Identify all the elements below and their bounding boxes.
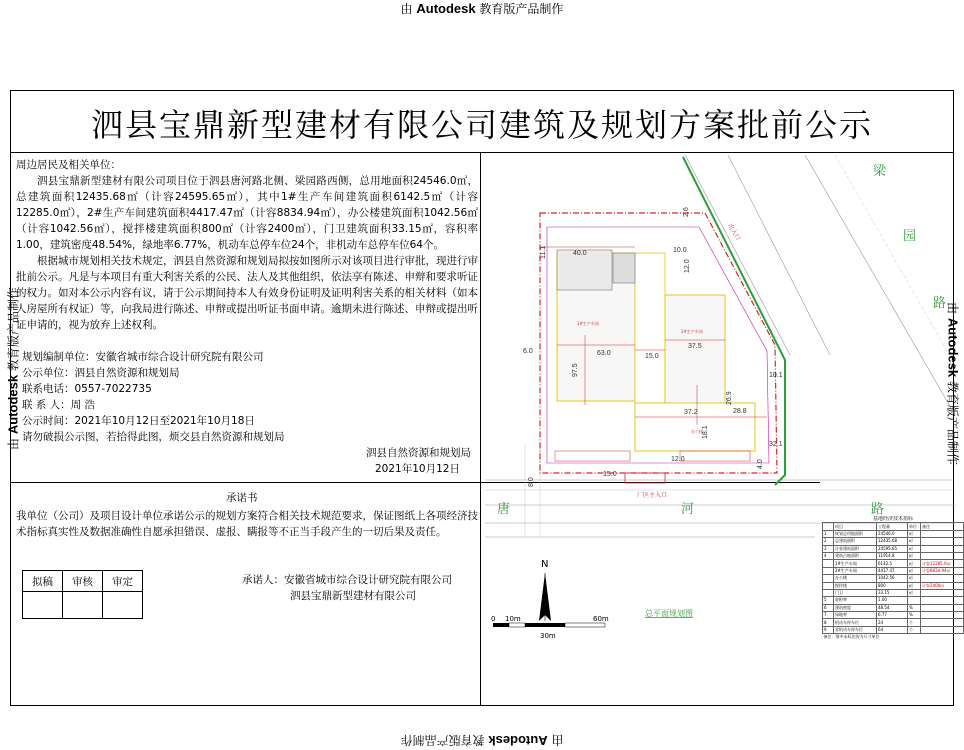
svg-text:6.0: 6.0 — [523, 348, 533, 355]
poster-title: 泗县宝鼎新型建材有限公司建筑及规划方案批前公示 — [90, 106, 873, 144]
equipment-area — [613, 253, 635, 283]
notice-paragraph-1: 泗县宝鼎新型建材有限公司项目位于泗县唐河路北侧、梁园路西侧，总用地面积24546.0㎡，总建筑面积12435.68㎡（计容24595.65㎡），其中1#生产车间建筑面积6142.5㎡（计容12285.0㎡），2#生产车间建筑面积4417.47㎡（计容8834.94㎡），办公楼建筑面积1042.56㎡（计容1042.56㎡），搅拌楼建筑面积800㎡（计容2400㎡），门卫建筑面积33.15㎡，容积率1.00，建筑密度48.54%，绿地率6.77%，机动车总停车位24个，非机动车总停车位64个。 — [16, 175, 478, 251]
table-row: 6 建筑密度 48.54 % — [823, 604, 964, 611]
table-row: 1 规划总用地面积 24546.0 ㎡ — [823, 530, 964, 537]
table-row: 3 计容建筑面积 24595.65 ㎡ — [823, 545, 964, 552]
svg-text:4.0: 4.0 — [757, 459, 764, 469]
notice-greeting: 周边居民及相关单位： — [16, 159, 121, 171]
svg-text:28.8: 28.8 — [733, 408, 747, 415]
building-2-workshop — [665, 295, 725, 407]
watermark-right: 由 Autodesk 教育版产品制作 — [945, 302, 961, 465]
drawing-title: 总平面规划图 — [645, 609, 693, 618]
road-south-char-3: 路 — [871, 502, 885, 517]
info-publisher: 公示单位：泗县自然资源和规划局 — [22, 367, 180, 379]
watermark-top: 由 Autodesk 教育版产品制作 — [400, 1, 564, 16]
svg-text:30m: 30m — [540, 632, 556, 640]
table-row: 2 总建筑面积 12435.68 ㎡ — [823, 538, 964, 545]
table-row: 2#生产车间 4417.47 ㎡ 计容8834.94㎡ — [823, 567, 964, 574]
info-period: 公示时间：2021年10月12日至2021年10月18日 — [22, 415, 255, 427]
column-divider-bottom — [480, 482, 481, 706]
svg-text:60m: 60m — [593, 615, 609, 623]
info-planner: 规划编制单位：安徽省城市综合设计研究院有限公司 — [22, 351, 264, 363]
svg-text:15.0: 15.0 — [645, 353, 659, 360]
road-east-char-1: 梁 — [873, 164, 887, 179]
svg-text:32.1: 32.1 — [769, 441, 783, 448]
sig-cell — [23, 592, 63, 619]
road-east-char-2: 园 — [903, 229, 917, 244]
signature-table — [22, 570, 143, 619]
sig-header-approve: 审定 — [103, 571, 143, 592]
column-divider-top — [480, 152, 481, 482]
sig-cell — [63, 592, 103, 619]
svg-text:10m: 10m — [505, 615, 521, 623]
notice-date: 2021年10月12日 — [375, 463, 460, 475]
econ-indicator-table: 基地经济技术指标 项目 工程量 单位 备注 1 规划总用地面积 24546.0 ㎡ 2 总建筑面积 12435.68 ㎡ 3 计容建筑面积 24595.65 ㎡ 4 建筑占地面积 11914.8 ㎡ 1#生产车间 6142.5 ㎡ 计容12285.0㎡ 2#生产车间 4417.47 ㎡ 计容8834.94㎡ 办公楼 1042.56 ㎡ 搅拌楼 800 ㎡ 计容2400㎡ 门卫 33.15 ㎡ 5 容积率 1.00 6 建筑密度 48.54 % 7 绿地率 6.77 % 8 机动车停车位 24 个 9 非机动车停车位 64 个 备注：图中未标注的为尺寸单位 — [822, 516, 964, 641]
gate-label-2: 出入口 — [726, 222, 742, 242]
svg-text:办公楼: 办公楼 — [691, 429, 703, 434]
svg-text:12.0: 12.0 — [671, 456, 685, 463]
svg-text:63.0: 63.0 — [597, 350, 611, 357]
table-row: 门卫 33.15 ㎡ — [823, 589, 964, 596]
watermark-left: 由 Autodesk 教育版产品制作 — [5, 287, 21, 450]
info-phone: 联系电话：0557-7022735 — [22, 383, 152, 395]
north-arrow — [539, 559, 551, 621]
table-row: 1#生产车间 6142.5 ㎡ 计容12285.0㎡ — [823, 560, 964, 567]
table-row: 5 容积率 1.00 — [823, 597, 964, 604]
road-south-char-2: 河 — [681, 502, 695, 517]
svg-text:1#生产车间: 1#生产车间 — [577, 321, 599, 326]
commitment-signers: 承诺人：安徽省城市综合设计研究院有限公司 — [242, 574, 452, 586]
sig-cell — [103, 592, 143, 619]
sig-header-draft: 拟稿 — [23, 571, 63, 592]
watermark-bottom: 由 Autodesk 教育版产品制作 — [400, 733, 564, 748]
svg-text:37.2: 37.2 — [684, 409, 698, 416]
gate-label: 厂区主入口 — [637, 492, 668, 499]
commitment-heading: 承诺书 — [226, 492, 258, 504]
svg-text:12.0: 12.0 — [684, 259, 691, 273]
notice-paragraph-2: 根据城市规划相关技术规定，泗县自然资源和规划局拟按如图所示对该项目进行审批，现进行审批前公示。凡是与本项目有重大利害关系的公民、法人及其他组织，依法享有陈述、申辩和要求听证的权力。如对本公示内容有议，请于公示期间持本人有效身份证明及证明利害关系的相关材料（如本人房屋所有权证）等，向我局进行陈述、申辩或提出听证书面申请。逾期未进行陈述、申辩或提出听证申请的，视为放弃上述权利。 — [16, 255, 478, 331]
svg-text:2#生产车间: 2#生产车间 — [681, 329, 703, 334]
econ-table-title: 基地经济技术指标 — [872, 516, 913, 523]
road-east-char-3: 路 — [933, 296, 947, 311]
svg-text:40.0: 40.0 — [573, 250, 587, 257]
svg-text:8.0: 8.0 — [528, 477, 535, 487]
notice-info — [22, 349, 285, 445]
table-row: 9 非机动车停车位 64 个 — [823, 626, 964, 633]
svg-text:10.0: 10.0 — [673, 247, 687, 254]
svg-text:15.0: 15.0 — [603, 471, 617, 478]
svg-text:11.1: 11.1 — [540, 245, 547, 259]
svg-text:2.6: 2.6 — [683, 207, 690, 217]
commitment-signer-2: 泗县宝鼎新型建材有限公司 — [290, 590, 416, 602]
table-row: 搅拌楼 800 ㎡ 计容2400㎡ — [823, 582, 964, 589]
table-row: 办公楼 1042.56 ㎡ — [823, 575, 964, 582]
table-row: 4 建筑占地面积 11914.8 ㎡ — [823, 552, 964, 559]
svg-text:10.1: 10.1 — [769, 372, 783, 379]
main-gate — [625, 473, 665, 483]
svg-text:97.5: 97.5 — [572, 363, 579, 377]
econ-table-note: 备注：图中未标注的为尺寸单位 — [823, 634, 880, 640]
svg-text:18.1: 18.1 — [702, 425, 709, 439]
table-row: 8 机动车停车位 24 个 — [823, 619, 964, 626]
svg-text:0: 0 — [491, 615, 496, 623]
table-row: 7 绿地率 6.77 % — [823, 612, 964, 619]
notice-issuer: 泗县自然资源和规划局 — [366, 447, 471, 459]
info-contact: 联 系 人：周 浩 — [22, 399, 96, 411]
road-south-char-1: 唐 — [497, 502, 511, 517]
info-warning: 请勿破损公示图，若拾得此图，烦交县自然资源和规划局 — [22, 431, 285, 443]
svg-text:N: N — [541, 559, 549, 570]
title-divider — [10, 152, 954, 153]
commitment-body: 我单位（公司）及项目设计单位承诺公示的规划方案符合相关技术规范要求，保证图纸上各项经济技术指标真实性及数据准确性自愿承担错误、虚报、瞒报等不正当手段产生的一切后果及责任。 — [16, 510, 478, 538]
svg-text:37.5: 37.5 — [688, 343, 702, 350]
svg-text:26.9: 26.9 — [726, 391, 733, 405]
parking-spaces — [555, 451, 750, 461]
sig-header-review: 审核 — [63, 571, 103, 592]
